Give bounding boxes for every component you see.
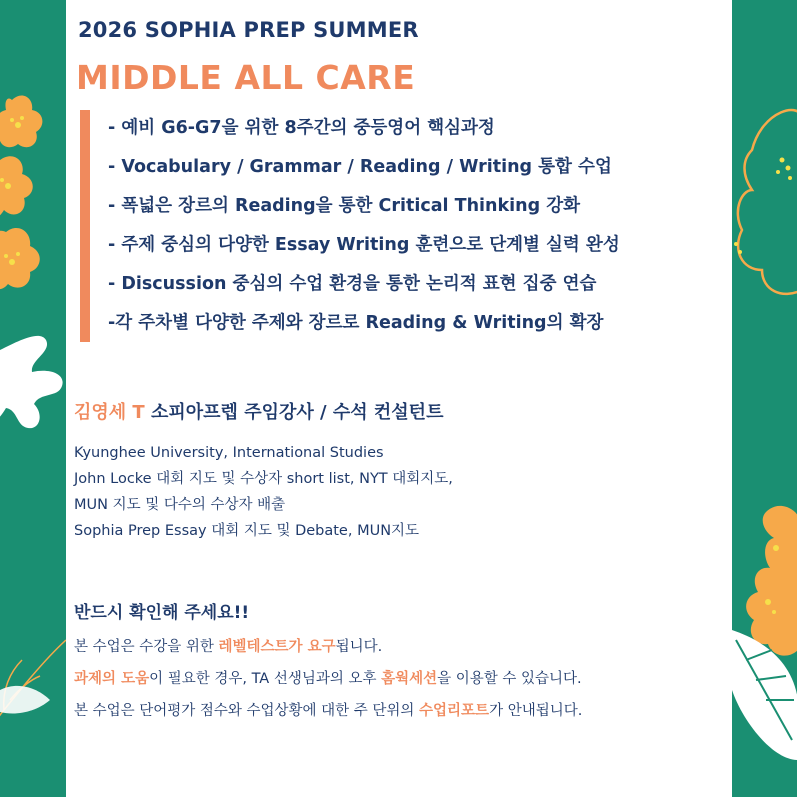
notice-text: 됩니다.: [335, 639, 383, 655]
feature-item: - 폭넓은 장르의 Reading을 통한 Critical Thinking 강화: [108, 196, 581, 216]
left-decoration: [0, 0, 66, 797]
leaf-icon: [0, 686, 50, 714]
credential-item: Kyunghee University, International Studies: [74, 445, 384, 461]
feature-item: - 주제 중심의 다양한 Essay Writing 훈련으로 단계별 실력 완성: [108, 235, 620, 255]
notice-text: 을 이용할 수 있습니다.: [437, 671, 582, 687]
teacher-name: 김영세 T: [74, 402, 145, 423]
feature-item: - Vocabulary / Grammar / Reading / Writing 통합 수업: [108, 157, 612, 177]
program-title: MIDDLE ALL CARE: [76, 58, 416, 97]
flower-icon: [746, 506, 797, 656]
accent-bar: [80, 110, 90, 342]
feature-item: -각 주차별 다양한 주제와 장르로 Reading & Writing의 확장: [108, 313, 604, 333]
flower-icon: [738, 110, 797, 294]
flower-icon: [0, 156, 33, 218]
teacher-credentials: [74, 440, 453, 544]
program-subtitle: 2026 SOPHIA PREP SUMMER: [78, 18, 419, 42]
flower-icon: [0, 95, 42, 147]
notice-highlight: 홈웍세션: [381, 671, 438, 687]
credential-item: John Locke 대회 지도 및 수상자 short list, NYT 대회지도,: [74, 471, 453, 487]
teacher-heading: [74, 398, 443, 424]
notice-list: [74, 636, 582, 732]
credential-item: Sophia Prep Essay 대회 지도 및 Debate, MUN지도: [74, 523, 420, 539]
notice-title: 반드시 확인해 주세요!!: [74, 603, 250, 623]
credential-item: MUN 지도 및 다수의 수상자 배출: [74, 497, 286, 513]
notice-text: 가 안내됩니다.: [489, 703, 583, 719]
flower-icon: [0, 228, 40, 289]
splash-icon: [0, 336, 63, 428]
notice-item: [74, 668, 582, 700]
notice-item: [74, 636, 582, 668]
notice-highlight: 레벨테스트가 요구: [218, 639, 336, 655]
feature-item: - 예비 G6-G7을 위한 8주간의 중등영어 핵심과정: [108, 118, 495, 138]
notice-text: 본 수업은 단어평가 점수와 수업상황에 대한 주 단위의: [74, 703, 420, 719]
notice-text: 본 수업은 수강을 위한: [74, 639, 219, 655]
right-decoration: [732, 0, 797, 797]
flower-icon: [734, 158, 792, 255]
notice-highlight: 과제의 도움: [74, 671, 150, 687]
content-panel: [66, 0, 732, 797]
feature-list: [108, 115, 620, 349]
feature-item: - Discussion 중심의 수업 환경을 통한 논리적 표현 집중 연습: [108, 274, 597, 294]
teacher-role: 소피아프렙 주임강사 / 수석 컨설턴트: [151, 402, 444, 423]
notice-item: [74, 700, 582, 732]
notice-highlight: 수업리포트: [419, 703, 490, 719]
notice-text: 이 필요한 경우, TA 선생님과의 오후: [149, 671, 382, 687]
